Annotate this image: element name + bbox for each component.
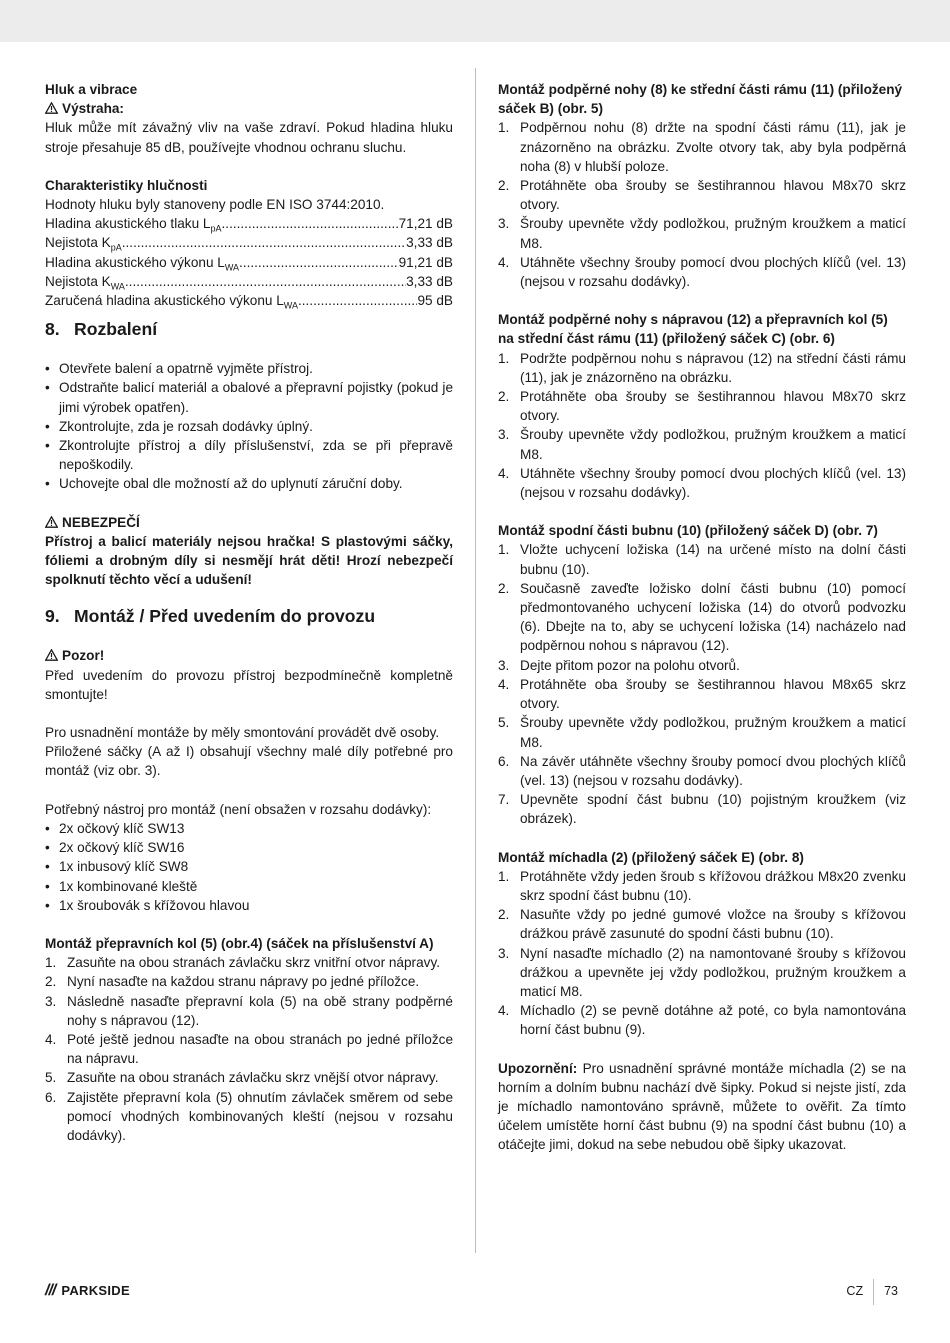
list-item: 3. Šrouby upevněte vždy podložkou, pružným kroužkem a maticí M8. [498,425,906,463]
step-text: Vložte uchycení ložiska (14) na určené místo na dolní části bubnu (10). [520,542,906,577]
row-label: Hladina akustického tlaku L [45,216,211,232]
step-text: Šrouby upevněte vždy podložkou, pružným kroužkem a maticí M8. [520,427,906,462]
noise-row [45,233,453,252]
row-sub: WA [110,281,125,292]
list-item: • 2x očkový klíč SW13 [45,819,453,838]
row-value: 71,21 dB [398,216,453,232]
list-item: 1. Protáhněte vždy jeden šroub s křížovou drážkou M8x20 zvenku skrz spodní část bubnu (10). [498,867,906,905]
warning-triangle-icon [45,649,58,661]
row-sub: pA [210,223,222,234]
list-item: 2. Nasuňte vždy po jedné gumové vložce na šrouby s křížovou drážkou právě zasunuté do spodní části bubnu (10). [498,905,906,943]
assembly-para-2: Přiložené sáčky (A až I) obsahují všechny malé díly potřebné pro montáž (viz obr. 3). [45,744,453,779]
step-text: Protáhněte oba šrouby se šestihrannou hlavou M8x70 skrz otvory. [520,178,906,213]
mixer-title: Montáž míchadla (2) (přiložený sáček E) (obr. 8) [498,849,804,865]
axle-steps [498,349,906,503]
top-bar [0,0,950,42]
note-label: Upozornění: [498,1060,578,1076]
caution-label: Pozor! [62,648,105,664]
tools-intro: Potřebný nástroj pro montáž (není obsažen v rozsahu dodávky): [45,801,432,817]
mixer-steps [498,867,906,1040]
list-item: 1. Podpěrnou nohu (8) držte na spodní části rámu (11), jak je znázorněno na obrázku. Zvolte otvory tak, aby byla podpěrná noha (8) v hlubší poloze. [498,118,906,176]
step-text: Protáhněte vždy jeden šroub s křížovou drážkou M8x20 zvenku skrz spodní část bubnu (10). [520,868,906,903]
step-text: Současně zaveďte ložisko dolní části bubnu (10) pomocí předmontovaného uchycení ložiska (14) do otvorů podvozku (6). Dbejte na to, aby se uchycení ložiska (14) nacházelo nad podpěrnou nohou s nápravou (12). [520,580,906,654]
list-item: • 1x inbusový klíč SW8 [45,857,453,876]
row-value: 3,33 dB [406,273,453,289]
list-item: 1. Zasuňte na obou stranách závlačku skrz vnitřní otvor nápravy. [45,953,453,972]
row-sub: WA [283,300,298,311]
noise-warning-heading [45,99,453,118]
row-label: Hladina akustického výkonu L [45,254,225,270]
row-value: 95 dB [417,293,453,309]
list-item: • Otevřete balení a opatrně vyjměte přístroj. [45,359,453,378]
list-item: 2. Současně zaveďte ložisko dolní části bubnu (10) pomocí předmontovaného uchycení ložiska (14) do otvorů podvozku (6). Dbejte na to, aby se uchycení ložiska (14) nacházelo nad podpěrnou nohou s nápravou (12). [498,579,906,656]
list-item: 3. Následně nasaďte přepravní kola (5) na obě strany podpěrné nohy s nápravou (12). [45,992,453,1030]
list-item: 1. Podržte podpěrnou nohu s nápravou (12) na střední části rámu (11), jak je znázorněno na obrázku. [498,349,906,387]
logo-text: PARKSIDE [61,1283,130,1298]
list-item: 4. Utáhněte všechny šrouby pomocí dvou plochých klíčů (vel. 13) (nejsou v rozsahu dodávky). [498,253,906,291]
wheels-title: Montáž přepravních kol (5) (obr.4) (sáček na příslušenství A) [45,935,434,951]
list-item: • Zkontrolujte přístroj a díly příslušenství, zda se při přepravě nepoškodily. [45,436,453,474]
step-text: Nyní nasaďte na každou stranu nápravy po jedné příložce. [67,974,420,990]
step-text: Poté ještě jednou nasaďte na obou stranách po jedné příložce na nápravu. [67,1031,453,1067]
list-item: • Uchovejte obal dle možností až do uplynutí záruční doby. [45,474,453,493]
page-info [846,1279,898,1305]
step-text: Upevněte spodní část bubnu (10) pojistným kroužkem (viz obrázek). [520,792,906,827]
noise-warning-label: Výstraha: [62,101,124,117]
row-label: Nejistota K [45,273,111,289]
char-title: Charakteristiky hlučnosti [45,177,208,193]
step-text: Podržte podpěrnou nohu s nápravou (12) na střední části rámu (11), jak je znázorněno na obrázku. [520,350,906,385]
section-title: Rozbalení [74,319,158,340]
step-text: Podpěrnou nohu (8) držte na spodní části rámu (11), jak je znázorněno na obrázku. Zvolte otvory tak, aby byla podpěrná noha (8) v hlubší poloze. [520,120,906,174]
section-9-heading [45,605,453,627]
leg-steps [498,118,906,291]
row-value: 91,21 dB [398,254,453,270]
list-item: 1. Vložte uchycení ložiska (14) na určené místo na dolní části bubnu (10). [498,540,906,578]
tools-list [45,819,453,915]
leg-title: Montáž podpěrné nohy (8) ke střední části rámu (11) (přiložený sáček B) (obr. 5) [498,82,903,117]
step-text: Utáhněte všechny šrouby pomocí dvou plochých klíčů (vel. 13) (nejsou v rozsahu dodávky). [520,465,906,501]
parkside-logo [45,1281,130,1300]
row-sub: WA [224,262,240,273]
right-column [498,80,906,1155]
step-text: Dejte přitom pozor na polohu otvorů. [520,657,740,673]
logo-slashes: /// [45,1282,56,1299]
section-title: Montáž / Před uvedením do provozu [74,606,376,627]
language-code: CZ [846,1284,864,1299]
list-item: • 1x šroubovák s křížovou hlavou [45,896,453,915]
step-text: Protáhněte oba šrouby se šestihrannou hlavou M8x70 skrz otvory. [520,389,906,424]
danger-label: NEBEZPEČÍ [62,514,140,530]
note-text: Pro usnadnění správné montáže míchadla (2) se na horním a dolním bubnu nachází dvě šipky. Pokud si nejste jistí, zda je míchadlo namontováno správně, můžete to ověřit. Za tímto účelem umístěte horní část bubnu (9) na spodní část bubnu (10) a otáčejte jimi, dokud na sebe nebudou obě šipky ukazovat. [498,1060,906,1153]
warning-triangle-icon [45,516,58,528]
list-item: • Odstraňte balicí materiál a obalové a přepravní pojistky (pokud je jimi výrobek opatřen). [45,378,453,416]
list-item: • 2x očkový klíč SW16 [45,838,453,857]
drum-title: Montáž spodní části bubnu (10) (přiložený sáček D) (obr. 7) [498,523,878,539]
noise-row [45,253,453,272]
step-text: Následně nasaďte přepravní kola (5) na obě strany podpěrné nohy s nápravou (12). [67,993,453,1028]
step-text: Na závěr utáhněte všechny šrouby pomocí dvou plochých klíčů (vel. 13) (nejsou v rozsahu dodávky). [520,753,906,788]
list-item: 4. Poté ještě jednou nasaďte na obou stranách po jedné příložce na nápravu. [45,1030,453,1068]
list-item: 5. Zasuňte na obou stranách závlačku skrz vnější otvor nápravy. [45,1068,453,1087]
column-divider [475,68,476,1253]
list-item: 6. Na závěr utáhněte všechny šrouby pomocí dvou plochých klíčů (vel. 13) (nejsou v rozsahu dodávky). [498,752,906,790]
step-text: Šrouby upevněte vždy podložkou, pružným kroužkem a maticí M8. [520,715,906,750]
step-text: Zasuňte na obou stranách závlačku skrz vnitřní otvor nápravy. [67,955,441,971]
list-item: 3. Dejte přitom pozor na polohu otvorů. [498,656,906,675]
caution-heading [45,646,453,665]
caution-text: Před uvedením do provozu přístroj bezpodmínečně kompletně smontujte! [45,667,453,702]
unpacking-list [45,359,453,493]
row-value: 3,33 dB [406,235,453,251]
noise-values [45,214,453,310]
char-intro: Hodnoty hluku byly stanoveny podle EN ISO 3744:2010. [45,197,385,213]
drum-steps [498,540,906,828]
footer-separator [873,1279,874,1305]
warning-triangle-icon [45,102,58,114]
list-item: 2. Protáhněte oba šrouby se šestihrannou hlavou M8x70 skrz otvory. [498,387,906,425]
noise-row [45,291,453,310]
row-sub: pA [110,243,122,254]
list-item: 2. Nyní nasaďte na každou stranu nápravy po jedné příložce. [45,972,453,991]
step-text: Zasuňte na obou stranách závlačku skrz vnější otvor nápravy. [67,1070,439,1086]
list-item: • 1x kombinované kleště [45,877,453,896]
noise-row [45,214,453,233]
step-text: Šrouby upevněte vždy podložkou, pružným kroužkem a maticí M8. [520,216,906,251]
noise-row [45,272,453,291]
page-number: 73 [884,1284,898,1299]
left-column [45,80,453,1145]
danger-text: Přístroj a balicí materiály nejsou hračka! S plastovými sáčky, fóliemi a drobným díly si nesmějí hrát děti! Hrozí nebezpečí spolknutí těchto věcí a udušení! [45,533,453,588]
list-item: 3. Šrouby upevněte vždy podložkou, pružným kroužkem a maticí M8. [498,214,906,252]
list-item: 3. Nyní nasaďte míchadlo (2) na namontované šrouby s křížovou drážkou a upevněte jej vždy podložkou, pružným kroužkem a maticí M8. [498,944,906,1002]
note-paragraph [498,1059,906,1155]
step-text: Nasuňte vždy po jedné gumové vložce na šrouby s křížovou drážkou právě zasunuté do spodní části bubnu (10). [520,907,906,942]
section-number: 8. [45,319,60,340]
list-item: 4. Míchadlo (2) se pevně dotáhne až poté, co byla namontována horní část bubnu (9). [498,1001,906,1039]
danger-heading [45,513,453,532]
noise-title: Hluk a vibrace [45,82,138,97]
row-label: Nejistota K [45,235,111,251]
section-8-heading [45,318,453,340]
step-text: Zajistěte přepravní kola (5) ohnutím závlaček směrem od sebe pomocí vhodných kombinovaných kleští (nejsou v rozsahu dodávky). [67,1089,453,1143]
axle-title: Montáž podpěrné nohy s nápravou (12) a přepravních kol (5) na střední část rámu (11) (přiložený sáček C) (obr. 6) [498,312,888,347]
wheels-steps [45,953,453,1145]
list-item: 4. Utáhněte všechny šrouby pomocí dvou plochých klíčů (vel. 13) (nejsou v rozsahu dodávky). [498,464,906,502]
list-item: 7. Upevněte spodní část bubnu (10) pojistným kroužkem (viz obrázek). [498,790,906,828]
list-item: 4. Protáhněte oba šrouby se šestihrannou hlavou M8x65 skrz otvory. [498,675,906,713]
step-text: Nyní nasaďte míchadlo (2) na namontované šrouby s křížovou drážkou a upevněte jej vždy podložkou, pružným kroužkem a maticí M8. [520,945,906,999]
list-item: 2. Protáhněte oba šrouby se šestihrannou hlavou M8x70 skrz otvory. [498,176,906,214]
row-label: Zaručená hladina akustického výkonu L [45,293,284,309]
list-item: 5. Šrouby upevněte vždy podložkou, pružným kroužkem a maticí M8. [498,713,906,751]
section-number: 9. [45,606,60,627]
step-text: Utáhněte všechny šrouby pomocí dvou plochých klíčů (vel. 13) (nejsou v rozsahu dodávky). [520,254,906,290]
list-item: 6. Zajistěte přepravní kola (5) ohnutím závlaček směrem od sebe pomocí vhodných kombinovaných kleští (nejsou v rozsahu dodávky). [45,1088,453,1146]
step-text: Míchadlo (2) se pevně dotáhne až poté, co byla namontována horní část bubnu (9). [520,1003,906,1038]
assembly-para-1: Pro usnadnění montáže by měly smontování provádět dvě osoby. [45,725,440,741]
list-item: • Zkontrolujte, zda je rozsah dodávky úplný. [45,417,453,436]
step-text: Protáhněte oba šrouby se šestihrannou hlavou M8x65 skrz otvory. [520,676,906,712]
noise-warning-text: Hluk může mít závažný vliv na vaše zdraví. Pokud hladina hluku stroje přesahuje 85 dB, používejte vhodnou ochranu sluchu. [45,120,453,155]
